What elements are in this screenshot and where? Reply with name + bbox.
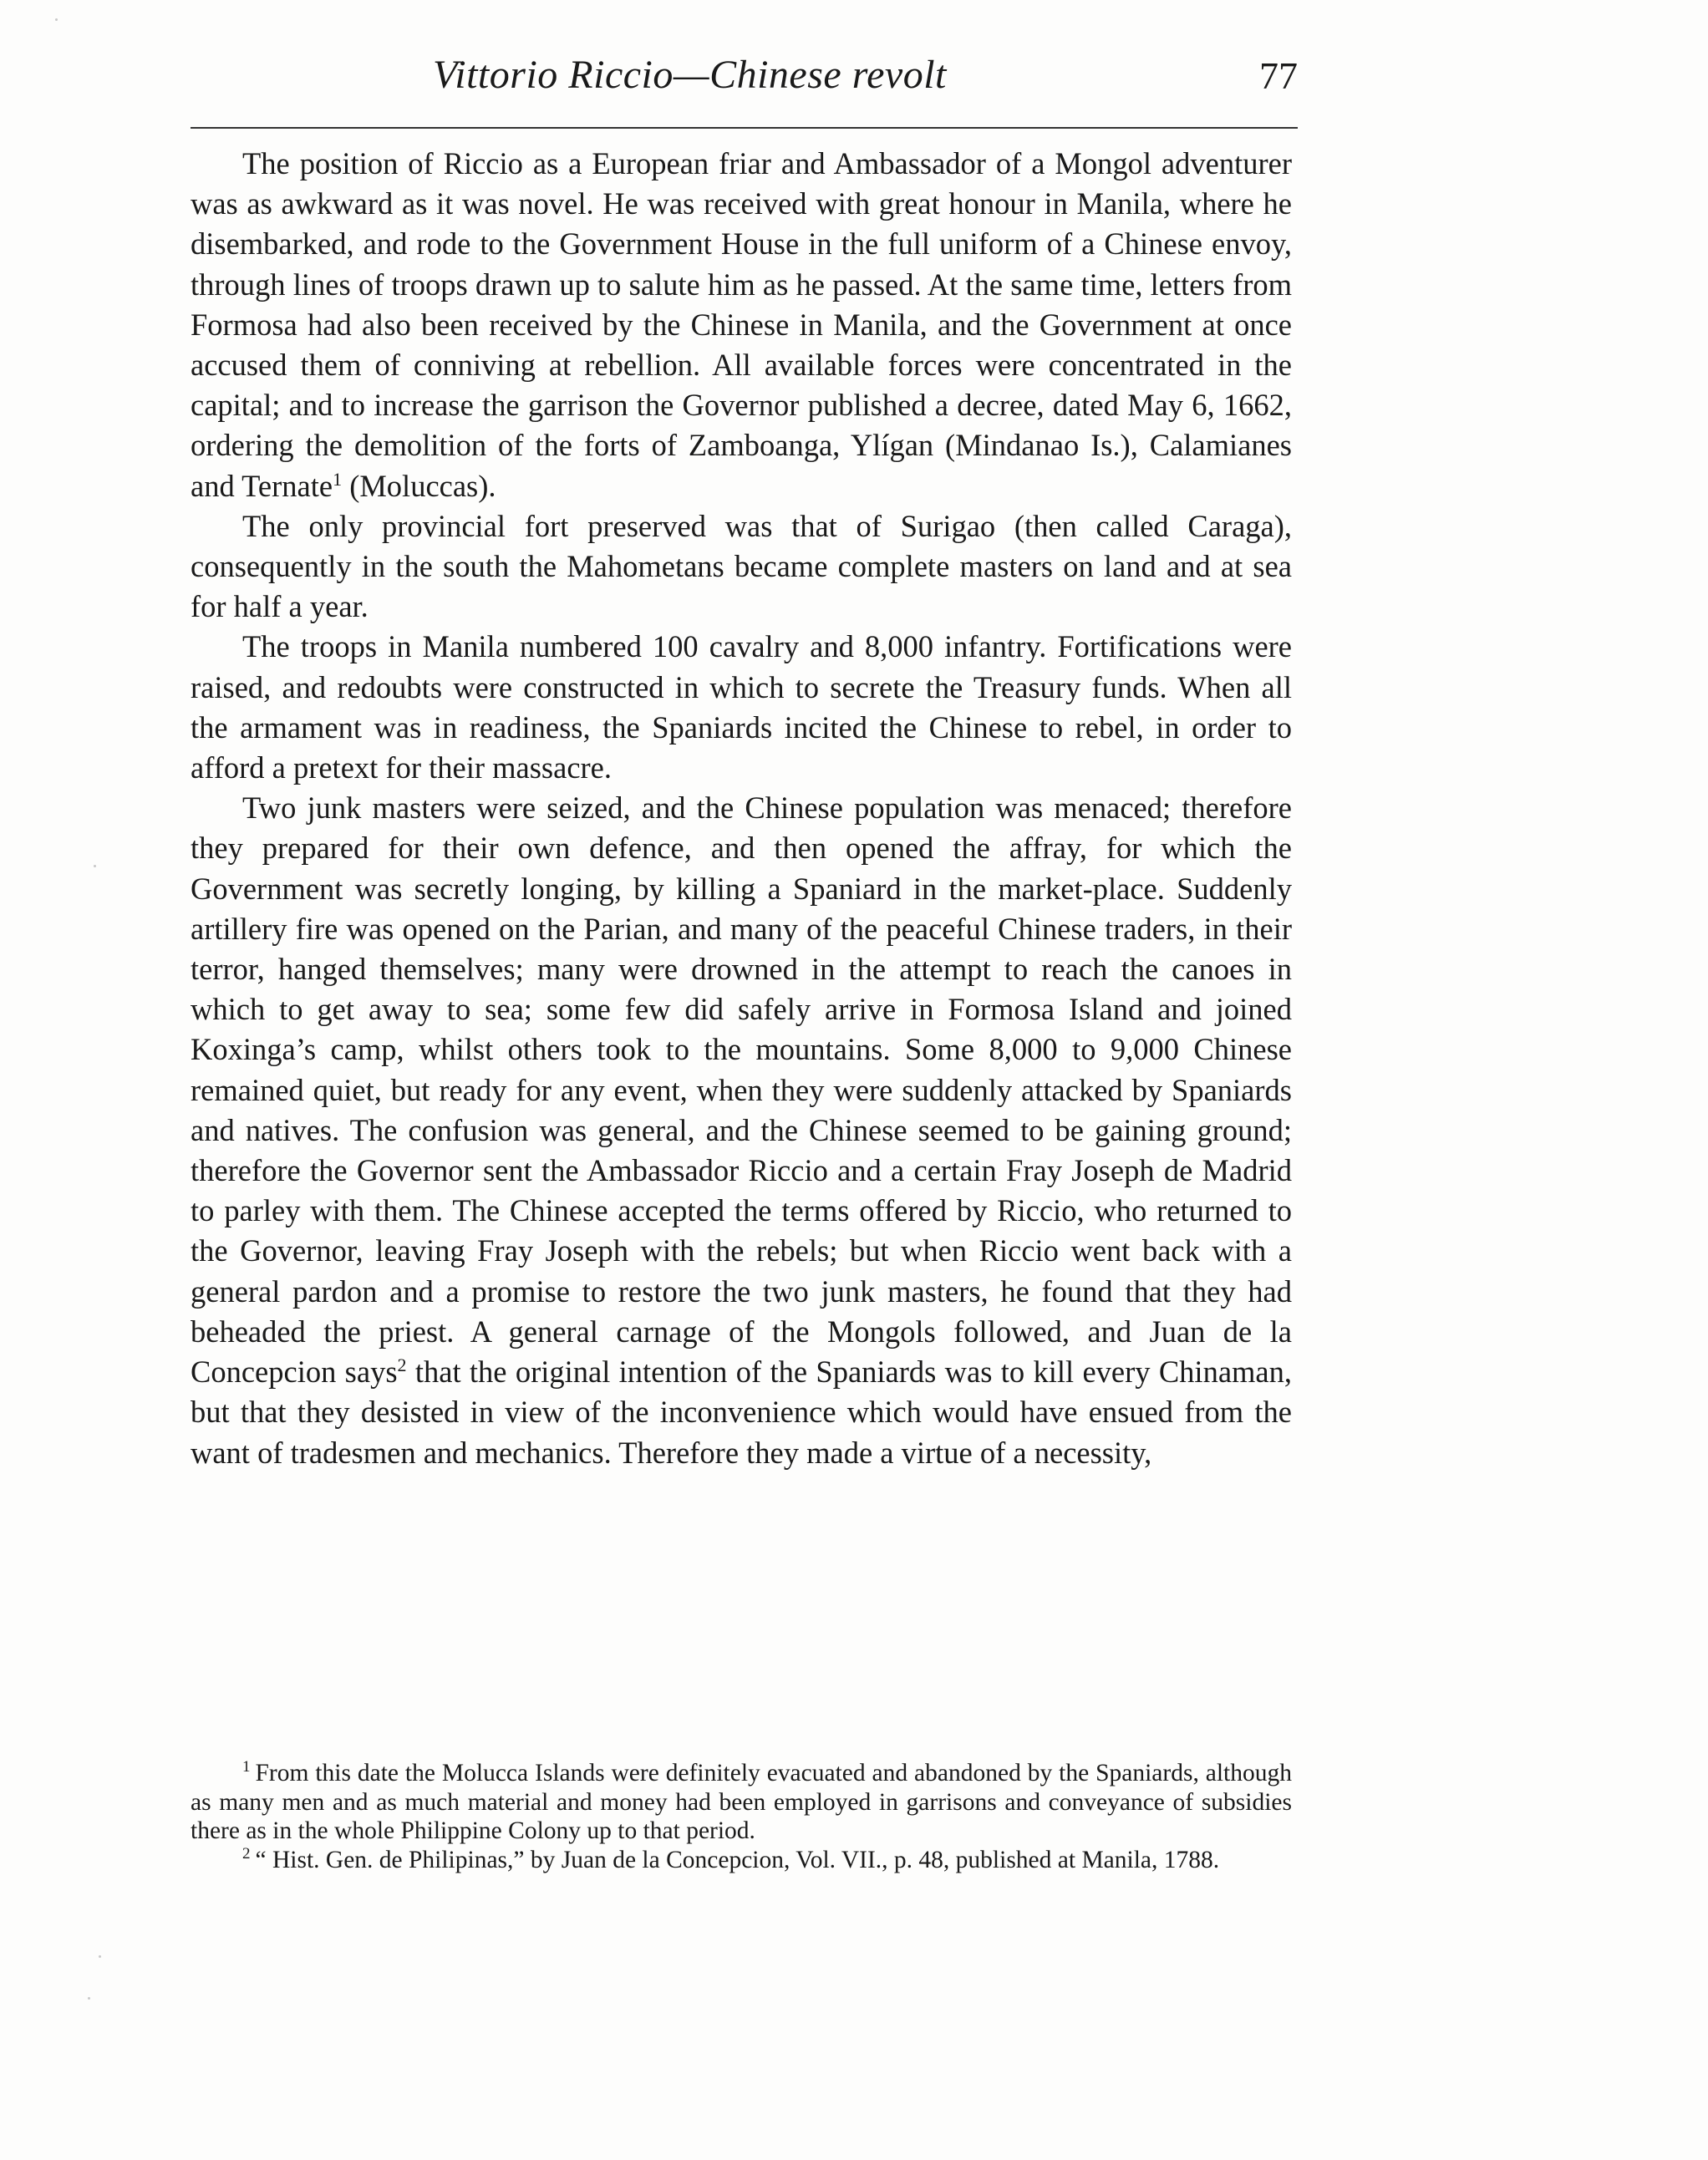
paragraph-text: that the original intention of the Spaniards was to kill every Chinaman, but that they desisted in view of the inconvenience which would have ensued from the want of tradesmen and mechanics. Therefore they made a virtue of a necessity, [191,1354,1292,1470]
footnote-reference: 2 [397,1354,407,1375]
paragraph-text: Two junk masters were seized, and the Chinese population was menaced; therefore they prepared for their own defence, and then opened the affray, for which the Government was secretly longing, by killing a Spaniard in the market-place. Suddenly artillery fire was opened on the Parian, and many of the peaceful Chinese traders, in their terror, hanged themselves; many were drowned in the attempt to reach the canoes in which to get away to sea; some few did safely arrive in Formosa Island and joined Koxinga’s camp, whilst others took to the mountains. Some 8,000 to 9,000 Chinese remained quiet, but ready for any event, when they were suddenly attacked by Spaniards and natives. The confusion was general, and the Chinese seemed to be gaining ground; therefore the Governor sent the Ambassador Riccio and a certain Fray Joseph de Madrid to parley with them. The Chinese accepted the terms offered by Riccio, who returned to the Governor, leaving Fray Joseph with the rebels; but when Riccio went back with a general pardon and a promise to restore the two junk masters, he found that they had beheaded the priest. A general carnage of the Mongols followed, and Juan de la Concepcion says [191,790,1292,1390]
main-text [191,144,1292,1473]
footnote-mark: 1 [242,1758,251,1776]
footnote [191,1846,1292,1875]
running-header [191,50,1298,117]
footnote-reference: 1 [333,468,343,490]
footnote-text: From this date the Molucca Islands were definitely evacuated and abandoned by the Spaniards, although as many men and as much material and money had been employed in garrisons and conveyance of subsidies there as in the whole Philippine Colony up to that period. [191,1760,1292,1844]
margin-speck [55,18,58,21]
footnotes [191,1759,1292,1874]
footnote [191,1759,1292,1846]
footnote-mark: 2 [242,1844,251,1863]
footnote-text: “ Hist. Gen. de Philipinas,” by Juan de la Concepcion, Vol. VII., p. 48, published at Manila, 1788. [255,1846,1220,1873]
margin-speck [88,1997,90,2000]
margin-speck [94,865,96,867]
margin-speck [99,1955,101,1958]
paragraph-text: (Moluccas). [342,468,496,503]
paragraph [191,788,1292,1472]
header-rule [191,127,1298,129]
paragraph: The troops in Manila numbered 100 cavalry and 8,000 infantry. Fortifications were raised, and redoubts were constructed in which to secrete the Treasury funds. When all the armament was in readiness, the Spaniards incited the Chinese to rebel, in order to afford a pretext for their massacre. [191,629,1292,785]
paragraph [191,144,1292,506]
paragraph: The only provincial fort preserved was that of Surigao (then called Caraga), consequently in the south the Mahometans became complete masters on land and at sea for half a year. [191,508,1292,624]
paragraph-text: The position of Riccio as a European friar and Ambassador of a Mongol adventurer was as awkward as it was novel. He was received with great honour in Manila, where he disembarked, and rode to the Government House in the full uniform of a Chinese envoy, through lines of troops drawn up to salute him as he passed. At the same time, letters from Formosa had also been received by the Chinese in Manila, and the Government at once accused them of conniving at rebellion. All available forces were concentrated in the capital; and to increase the garrison the Governor published a decree, dated May 6, 1662, ordering the demolition of the forts of Zamboanga, Ylígan (Mindanao Is.), Calamianes and Ternate [191,146,1292,503]
running-title: Vittorio Riccio—Chinese revolt [433,53,947,97]
page-number: 77 [1259,54,1298,97]
